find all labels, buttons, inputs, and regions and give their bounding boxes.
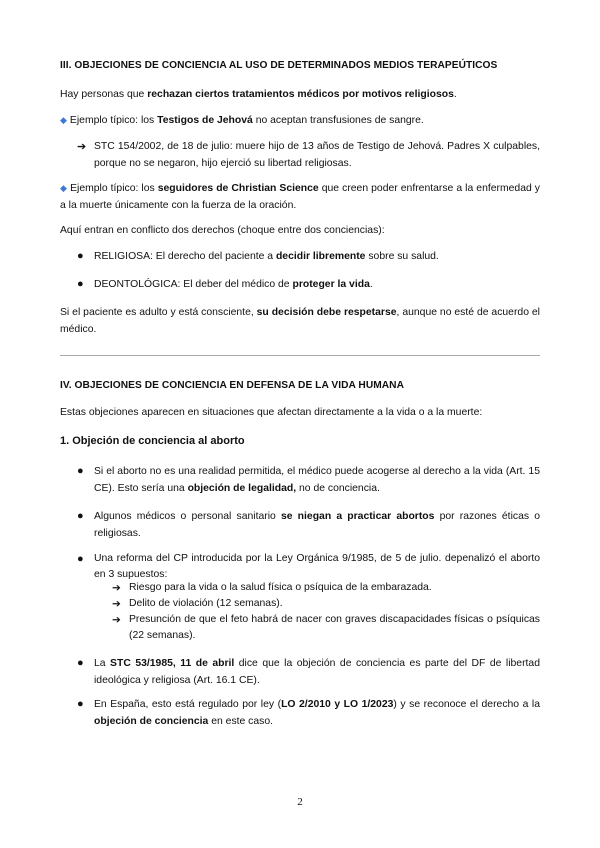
text: DEONTOLÓGICA: El deber del médico de [94, 279, 293, 290]
bold-text: objeción de conciencia [94, 716, 209, 727]
text: Ejemplo típico: los [70, 183, 158, 194]
bullet-icon: ● [77, 657, 84, 669]
stc-154-2002: STC 154/2002, de 18 de julio: muere hijo de 13 años de Testigo de Jehová. Padres X culpables, porque no se negaron, hijo ejerció su libertad religiosas. [94, 141, 540, 169]
bold-text: rechazan ciertos tratamientos médicos por motivos religiosos [147, 89, 454, 100]
text: ) y se reconoce el derecho a la [393, 699, 541, 710]
section-heading-iv: IV. OBJECIONES DE CONCIENCIA EN DEFENSA DE LA VIDA HUMANA [60, 380, 404, 391]
paragraph-intro-religious [60, 86, 540, 103]
text: no aceptan transfusiones de sangre. [252, 115, 424, 126]
arrow-icon: ➔ [112, 615, 121, 626]
text: Algunos médicos o personal sanitario [94, 511, 281, 522]
section-heading-iii: III. OBJECIONES DE CONCIENCIA AL USO DE DETERMINADOS MEDIOS TERAPEÚTICOS [60, 60, 498, 71]
text: que creen poder enfrentarse a la enfermedad y a la muerte únicamente con la fuerza de la oración. [60, 183, 540, 211]
sub-item-risk: Riesgo para la vida o la salud física o psíquica de la embarazada. [129, 582, 432, 593]
bullet-icon: ● [77, 553, 84, 565]
text: , aunque no esté de acuerdo el médico. [60, 307, 540, 335]
bold-text: LO 2/2010 y LO 1/2023 [281, 699, 394, 710]
example-christian-science [60, 180, 540, 214]
bullet-icon: ● [77, 278, 84, 290]
arrow-icon: ➔ [112, 599, 121, 610]
bold-text: se niegan a practicar abortos [280, 511, 435, 522]
bullet-refuse-abortion [94, 508, 540, 542]
bullet-icon: ● [77, 250, 84, 262]
bullet-icon: ● [77, 510, 84, 522]
bullet-spain-law [94, 696, 540, 730]
bold-text: objeción de legalidad, [187, 483, 297, 494]
bold-text: Testigos de Jehová [157, 115, 253, 126]
example-jehovah [60, 112, 540, 129]
conflict-paragraph: Aquí entran en conflicto dos derechos (choque entre dos conciencias): [60, 225, 385, 236]
text: en este caso. [208, 716, 274, 727]
bullet-icon: ● [77, 465, 84, 477]
bullet-stc-53-1985 [94, 655, 540, 689]
page-number: 2 [297, 796, 303, 808]
bullet-icon: ● [77, 698, 84, 710]
arrow-icon: ➔ [112, 583, 121, 594]
bold-text: su decisión debe respetarse [256, 307, 397, 318]
text: RELIGIOSA: El derecho del paciente a [94, 251, 276, 262]
diamond-bullet-icon: ◆ [60, 183, 68, 193]
text: Si el aborto no es una realidad permitida, el médico puede acogerse al derecho a la vida (Art. 15 CE). Esto sería una [94, 466, 540, 494]
adult-patient-paragraph [60, 304, 540, 338]
section-iv-intro: Estas objeciones aparecen en situaciones que afectan directamente a la vida o a la muerte: [60, 407, 483, 418]
text: Ejemplo típico: los [69, 115, 158, 126]
bullet-deontologica [94, 276, 540, 293]
sub-item-disability: Presunción de que el feto habrá de nacer con graves discapacidades físicas o psíquicas (22 semanas). [129, 614, 540, 641]
section-divider [60, 355, 540, 356]
bullet-religiosa [94, 248, 540, 265]
bullet-legality [94, 463, 540, 497]
bold-text: proteger la vida [292, 279, 370, 290]
text: no de conciencia. [296, 483, 380, 494]
diamond-bullet-icon: ◆ [60, 115, 67, 125]
text: . [369, 279, 373, 290]
text: Hay personas que [60, 89, 148, 100]
bullet-reform-cp: Una reforma del CP introducida por la Ley Orgánica 9/1985, de 5 de julio. depenalizó el aborto en 3 supuestos: [94, 553, 540, 580]
bold-text: decidir libremente [275, 251, 366, 262]
arrow-icon: ➔ [77, 141, 87, 153]
sub-item-violation: Delito de violación (12 semanas). [129, 598, 283, 609]
text: En España, esto está regulado por ley ( [94, 699, 282, 710]
text: sobre su salud. [365, 251, 439, 262]
bold-text: seguidores de Christian Science [157, 183, 319, 194]
text: Si el paciente es adulto y está consciente, [60, 307, 257, 318]
text: La [94, 658, 111, 669]
text: por razones éticas o religiosas. [94, 511, 540, 539]
bold-text: STC 53/1985, 11 de abril [110, 658, 235, 669]
text: dice que la objeción de conciencia es parte del DF de libertad ideológica y religiosa (Art. 16.1 CE). [94, 658, 540, 686]
subheading-abortion: 1. Objeción de conciencia al aborto [60, 435, 245, 447]
text: . [453, 89, 457, 100]
